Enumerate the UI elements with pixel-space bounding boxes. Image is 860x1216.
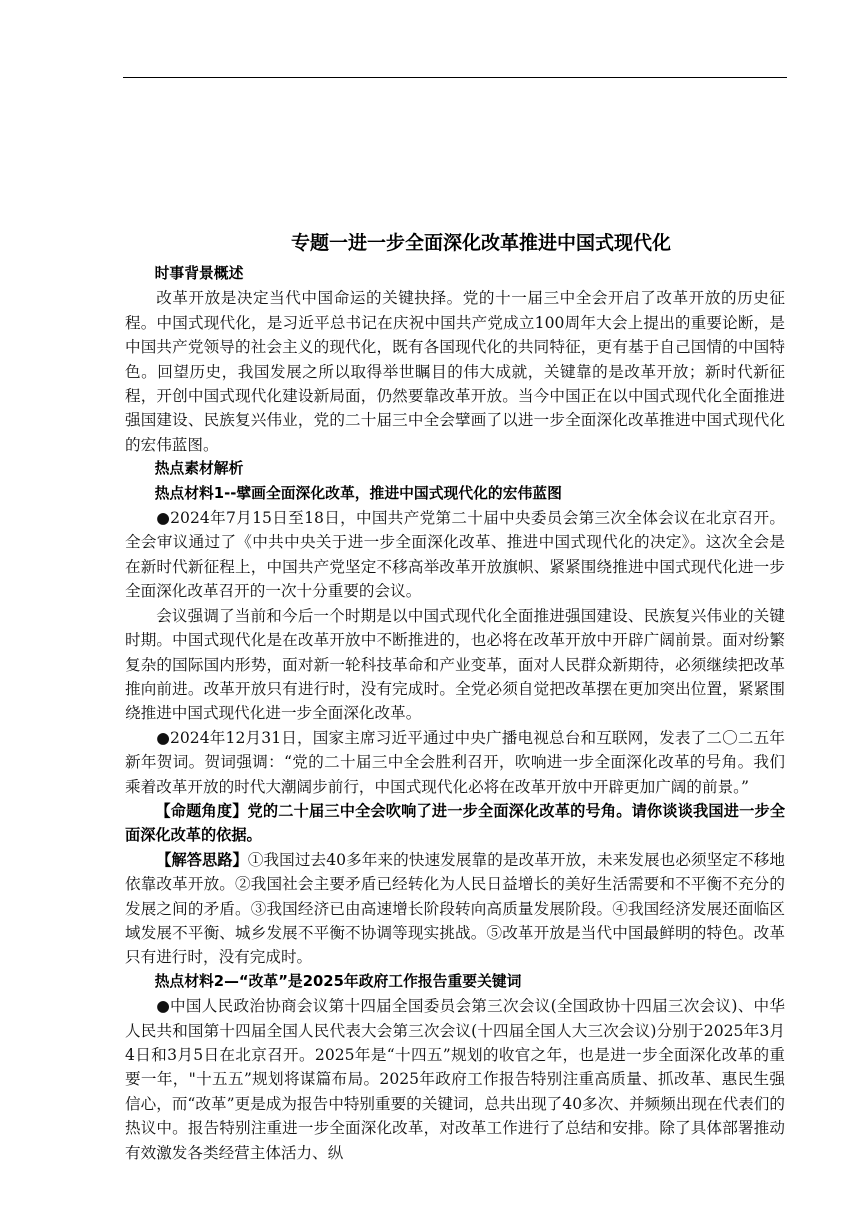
answer-paragraph xyxy=(125,848,785,970)
material2-paragraph-1: ●中国人民政治协商会议第十四届全国委员会第三次会议(全国政协十四届三次会议)、中华人民共和国第十四届全国人民代表大会第三次会议(十四届全国人大三次会议)分别于2025年3月4日和3月5日在北京召开。2025年是“十四五”规划的收官之年，也是进一步全面深化改革的重要一年，"十五五”规划将谋篇布局。2025年政府工作报告特别注重高质量、抓改革、惠民生强信心，而“改革”更是成为报告中特别重要的关键词，总共出现了40多次、并频频出现在代表们的热议中。报告特别注重进一步全面深化改革，对改革工作进行了总结和安排。除了具体部署推动有效激发各类经营主体活力、纵 xyxy=(125,997,785,1162)
header-rule xyxy=(123,77,787,78)
material1-paragraph-1: ●2024年7月15日至18日，中国共产党第二十届中央委员会第三次全体会议在北京召开。全会审议通过了《中共中央关于进一步全面深化改革、推进中国式现代化的决定》。这次全会是在新时代新征程上，中国共产党坚定不移高举改革开放旗帜、紧紧围绕推进中国式现代化进一步全面深化改革召开的一次十分重要的会议。 xyxy=(125,509,785,601)
document-body xyxy=(125,226,785,1165)
background-paragraph: 改革开放是决定当代中国命运的关键抉择。党的十一届三中全会开启了改革开放的历史征程。中国式现代化，是习近平总书记在庆祝中国共产党成立100周年大会上提出的重要论断，是中国共产党领导的社会主义的现代化，既有各国现代化的共同特征，更有基于自己国情的中国特色。回望历史，我国发展之所以取得举世瞩目的伟大成就，关键靠的是改革开放；新时代新征程，开创中国式现代化建设新局面，仍然要靠改革开放。当今中国正在以中国式现代化全面推进强国建设、民族复兴伟业，党的二十届三中全会擘画了以进一步全面深化改革推进中国式现代化的宏伟蓝图。 xyxy=(125,289,785,454)
section-heading-analysis: 热点素材解析 xyxy=(154,460,244,478)
material1-paragraph-2: 会议强调了当前和今后一个时期是以中国式现代化全面推进强国建设、民族复兴伟业的关键时期。中国式现代化是在改革开放中不断推进的，也必将在改革开放中开辟广阔前景。面对纷繁复杂的国际国内形势，面对新一轮科技革命和产业变革，面对人民群众新期待，必须继续把改革推向前进。改革开放只有进行时，没有完成时。全党必须自觉把改革摆在更加突出位置，紧紧围绕推进中国式现代化进一步全面深化改革。 xyxy=(125,606,785,723)
answer-text: ①我国过去40多年来的快速发展靠的是改革开放，未来发展也必须坚定不移地依靠改革开放。②我国社会主要矛盾已经转化为人民日益增长的美好生活需要和不平衡不充分的发展之间的矛盾。③我国经济已由高速增长阶段转向高质量发展阶段。④我国经济发展还面临区域发展不平衡、城乡发展不平衡不协调等现实挑战。⑤改革开放是当代中国最鲜明的特色。改革只有进行时，没有完成时。 xyxy=(125,850,785,967)
material1-paragraph-3: ●2024年12月31日，国家主席习近平通过中央广播电视总台和互联网，发表了二〇二五年新年贺词。贺词强调：“党的二十届三中全会胜利召开，吹响进一步全面深化改革的号角。我们乘着改革开放的时代大潮阔步前行，中国式现代化必将在改革开放中开辟更加广阔的前景。” xyxy=(125,728,785,796)
material1-heading: 热点材料1--擘画全面深化改革，推进中国式现代化的宏伟蓝图 xyxy=(154,484,562,502)
page-title: 专题一进一步全面深化改革推进中国式现代化 xyxy=(290,232,671,254)
material2-heading: 热点材料2—“改革”是2025年政府工作报告重要关键词 xyxy=(154,972,522,990)
answer-label: 【解答思路】 xyxy=(156,850,248,869)
section-heading-background: 时事背景概述 xyxy=(154,265,244,282)
question-angle: 【命题角度】党的二十届三中全会吹响了进一步全面深化改革的号角。请你谈谈我国进一步全面深化改革的依据。 xyxy=(125,801,785,845)
